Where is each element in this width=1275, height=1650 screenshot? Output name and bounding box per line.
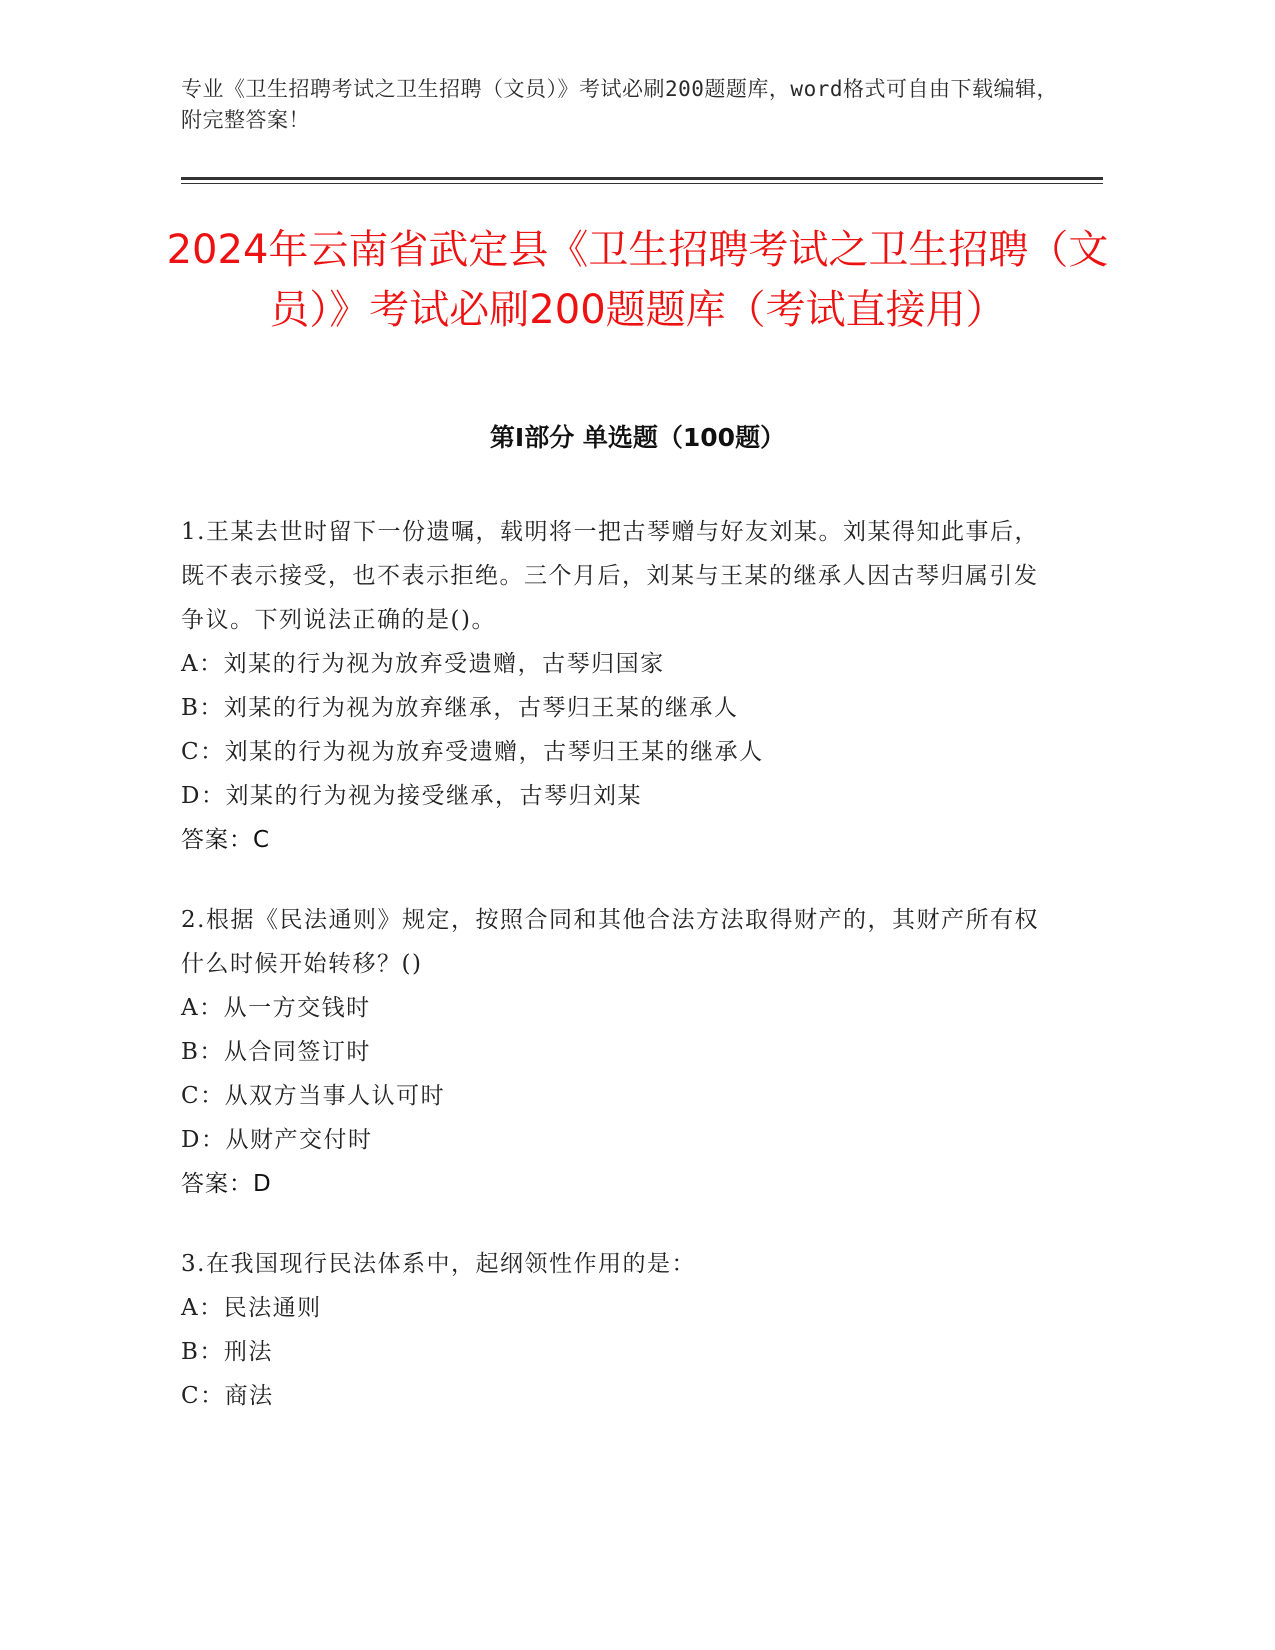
question-text: 2.根据《民法通则》规定，按照合同和其他合法方法取得财产的，其财产所有权什么时候开始转移？() (181, 907, 1039, 977)
question-list (181, 510, 1041, 1454)
question-3 (181, 1242, 1041, 1418)
option-b: B：从合同签订时 (181, 1039, 371, 1065)
option-d: D：刘某的行为视为接受继承，古琴归刘某 (181, 783, 642, 809)
question-2 (181, 898, 1041, 1206)
header-note: 专业《卫生招聘考试之卫生招聘（文员）》考试必刷200题题库，word格式可自由下载编辑，附完整答案！ (181, 77, 1058, 132)
question-text: 3.在我国现行民法体系中，起纲领性作用的是： (181, 1251, 696, 1277)
header-divider-thin (181, 183, 1103, 184)
question-text: 1.王某去世时留下一份遗嘱，载明将一把古琴赠与好友刘某。刘某得知此事后，既不表示接受，也不表示拒绝。三个月后，刘某与王某的继承人因古琴归属引发争议。下列说法正确的是()。 (181, 519, 1039, 633)
document-title: 2024年云南省武定县《卫生招聘考试之卫生招聘（文员）》考试必刷200题题库（考试直接用） (166, 227, 1109, 333)
option-c: C：刘某的行为视为放弃受遗赠，古琴归王某的继承人 (181, 739, 764, 765)
section-heading: 第Ⅰ部分 单选题（100题） (489, 423, 786, 452)
option-b: B：刑法 (181, 1339, 273, 1365)
question-1 (181, 510, 1041, 862)
header-divider-thick (181, 177, 1103, 180)
option-a: A：刘某的行为视为放弃受遗赠，古琴归国家 (181, 651, 665, 677)
option-a: A：民法通则 (181, 1295, 322, 1321)
answer: 答案：D (181, 1171, 272, 1197)
option-c: C：商法 (181, 1383, 274, 1409)
option-a: A：从一方交钱时 (181, 995, 371, 1021)
option-d: D：从财产交付时 (181, 1127, 373, 1153)
option-b: B：刘某的行为视为放弃继承，古琴归王某的继承人 (181, 695, 739, 721)
option-c: C：从双方当事人认可时 (181, 1083, 446, 1109)
answer: 答案：C (181, 827, 271, 853)
